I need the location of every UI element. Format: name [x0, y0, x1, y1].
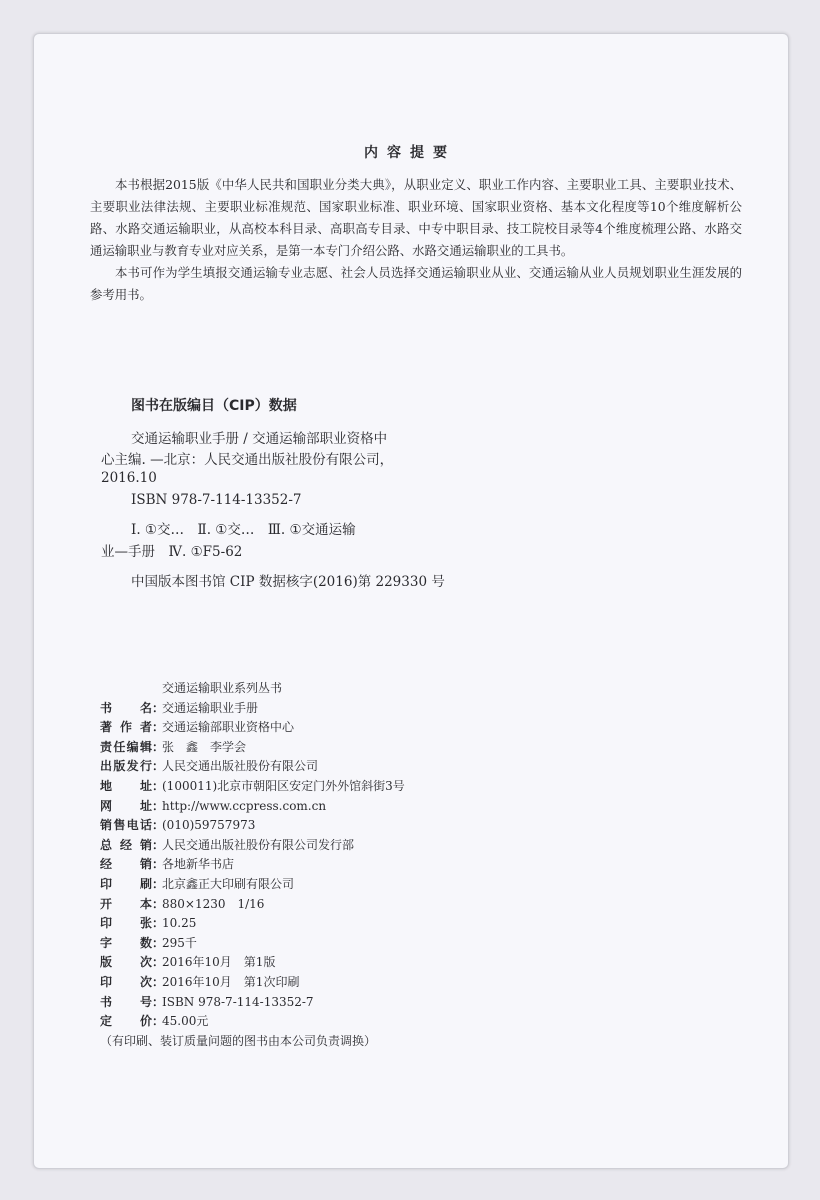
colon: ：	[152, 955, 165, 970]
colophon-row	[100, 699, 405, 719]
colophon-value: 45.00元	[162, 1014, 209, 1029]
series-name: 交通运输职业系列丛书	[162, 681, 283, 695]
colophon-label: 印刷	[100, 876, 152, 891]
cip-record-number: 中国版本图书馆 CIP 数据核字(2016)第 229330 号	[131, 574, 445, 590]
colophon-value: 各地新华书店	[162, 857, 235, 872]
colophon-label: 著作者	[100, 720, 152, 735]
colophon-label: 经销	[100, 857, 152, 872]
colophon-row	[100, 738, 405, 758]
colophon-value: (010)59757973	[162, 818, 256, 833]
cip-isbn: ISBN 978-7-114-13352-7	[131, 492, 302, 508]
colophon-value: 张 鑫 李学会	[162, 739, 247, 754]
colophon-label: 印次	[100, 974, 152, 989]
colophon-value: 交通运输职业手册	[162, 700, 259, 715]
colon: ：	[152, 857, 165, 872]
summary-title: 内容提要	[364, 145, 456, 161]
cip-line: 心主编. —北京：人民交通出版社股份有限公司，	[101, 452, 394, 468]
colon: ：	[152, 759, 165, 774]
colon: ：	[152, 876, 165, 891]
colophon-label: 总经销	[100, 837, 152, 852]
cip-heading: 图书在版编目（CIP）数据	[131, 398, 297, 414]
colophon-value: 人民交通出版社股份有限公司	[162, 759, 319, 774]
colon: ：	[152, 994, 165, 1009]
colon: ：	[152, 798, 165, 813]
colophon-value: http://www.ccpress.com.cn	[162, 798, 327, 813]
colophon-label: 出版发行	[100, 759, 152, 774]
colon: ：	[152, 916, 165, 931]
colon: ：	[152, 818, 165, 833]
colophon-row	[100, 816, 405, 836]
summary-paragraph: 本书根据2015版《中华人民共和国职业分类大典》，从职业定义、职业工作内容、主要职业工具、主要职业技术、主要职业法律法规、主要职业标准规范、国家职业标准、职业环境、国家职业资格、基本文化程度等10个维度解析公路、水路交通运输职业，从高校本科目录、高职高专目录、中专中职目录、技工院校目录等4个维度梳理公路、水路交通运输职业与教育专业对应关系，是第一本专门介绍公路、水路交通运输职业的工具书。	[90, 177, 742, 258]
colophon-value: 北京鑫正大印刷有限公司	[162, 876, 295, 891]
colophon-row	[100, 797, 405, 817]
colophon-label: 字数	[100, 935, 152, 950]
colon: ：	[152, 700, 165, 715]
colophon-row	[100, 895, 405, 915]
cip-classification: 业—手册 Ⅳ. ①F5-62	[101, 544, 243, 560]
colophon-row	[100, 973, 405, 993]
quality-notice: （有印刷、装订质量问题的图书由本公司负责调换）	[100, 1033, 377, 1048]
colophon-row	[100, 993, 405, 1013]
colophon	[100, 679, 405, 1051]
colophon-label: 定价	[100, 1014, 152, 1029]
colophon-row	[100, 836, 405, 856]
cip-classification: Ⅰ. ①交… Ⅱ. ①交… Ⅲ. ①交通运输	[131, 522, 356, 538]
colon: ：	[152, 896, 165, 911]
colophon-row	[100, 934, 405, 954]
colon: ：	[152, 1014, 165, 1029]
colophon-label: 书名	[100, 700, 152, 715]
summary-body	[90, 174, 742, 306]
colophon-label: 网址	[100, 798, 152, 813]
colophon-value: 人民交通出版社股份有限公司发行部	[162, 837, 355, 852]
colophon-label: 书号	[100, 994, 152, 1009]
colophon-value: 10.25	[162, 916, 197, 931]
colophon-row	[100, 718, 405, 738]
colophon-label: 版次	[100, 955, 152, 970]
summary-paragraph: 本书可作为学生填报交通运输专业志愿、社会人员选择交通运输职业从业、交通运输从业人员规划职业生涯发展的参考用书。	[90, 265, 742, 302]
colophon-label: 印张	[100, 916, 152, 931]
colon: ：	[152, 778, 165, 793]
colophon-row	[100, 757, 405, 777]
colophon-label: 销售电话	[100, 818, 152, 833]
colophon-value: 2016年10月 第1次印刷	[162, 974, 300, 989]
colophon-value: (100011)北京市朝阳区安定门外外馆斜街3号	[162, 778, 405, 793]
colophon-row	[100, 953, 405, 973]
colon: ：	[152, 974, 165, 989]
colophon-label: 地址	[100, 778, 152, 793]
colophon-value: 交通运输部职业资格中心	[162, 720, 295, 735]
colophon-value: 880×1230 1/16	[162, 896, 265, 911]
cip-line: 2016.10	[101, 470, 157, 486]
colophon-value: 295千	[162, 935, 197, 950]
colophon-value: 2016年10月 第1版	[162, 955, 276, 970]
colon: ：	[152, 935, 165, 950]
colophon-row	[100, 1012, 405, 1032]
colophon-label: 开本	[100, 896, 152, 911]
colophon-row	[100, 777, 405, 797]
colophon-value: ISBN 978-7-114-13352-7	[162, 994, 314, 1009]
colon: ：	[152, 739, 165, 754]
colophon-row	[100, 855, 405, 875]
colophon-label: 责任编辑	[100, 739, 152, 754]
colophon-row	[100, 914, 405, 934]
colophon-row	[100, 875, 405, 895]
cip-line: 交通运输职业手册 / 交通运输部职业资格中	[131, 431, 388, 447]
colon: ：	[152, 837, 165, 852]
colon: ：	[152, 720, 165, 735]
